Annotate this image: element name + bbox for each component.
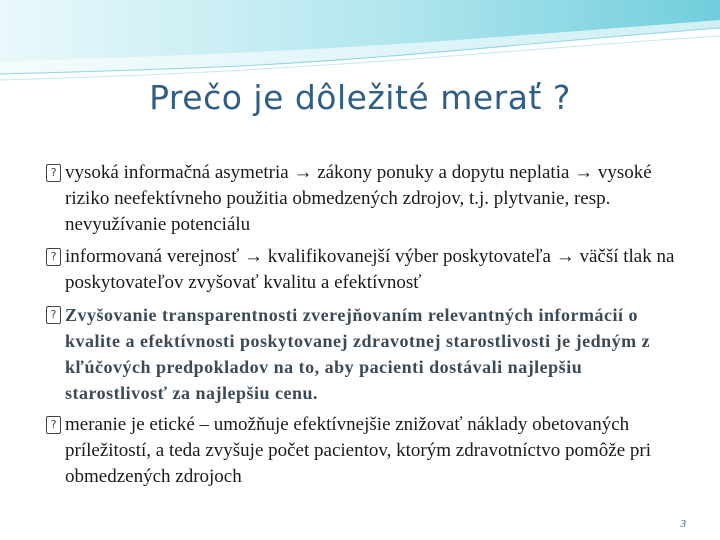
bullet-item xyxy=(46,412,686,490)
bullet-marker-icon: ? xyxy=(46,164,61,182)
bullet-marker-icon: ? xyxy=(46,416,61,434)
bullet-item xyxy=(46,244,686,296)
slide-title: Prečo je dôležité merať ? xyxy=(149,78,571,117)
bullet-text: Zvyšovanie transparentnosti zverejňovaním relevantných informácií o kvalite a efektívnosti poskytovanej zdravotnej starostlivosti je jedným z kľúčových predpokladov na to, aby pacienti dostávali najlepšiu starostlivosť za najlepšiu cenu. xyxy=(65,305,651,403)
bullet-item-emphasized xyxy=(46,302,686,406)
header-wave-decoration xyxy=(0,0,720,90)
bullet-list xyxy=(46,160,686,496)
bullet-marker-icon: ? xyxy=(46,248,61,266)
bullet-text: informovaná verejnosť → kvalifikovanejší výber poskytovateľa → väčší tlak na poskytovateľov zvyšovať kvalitu a efektívnosť xyxy=(65,246,675,293)
bullet-item xyxy=(46,160,686,238)
page-number: 3 xyxy=(680,518,686,530)
bullet-text: vysoká informačná asymetria → zákony ponuky a dopytu neplatia → vysoké riziko neefektívneho použitia obmedzených zdrojov, t.j. plytvanie, resp. nevyužívanie potenciálu xyxy=(65,162,652,235)
bullet-marker-icon: ? xyxy=(46,306,61,324)
bullet-text: meranie je etické – umožňuje efektívnejšie znižovať náklady obetovaných príležitostí, a teda zvyšuje počet pacientov, ktorým zdravotníctvo pomôže pri obmedzených zdrojoch xyxy=(65,414,651,487)
